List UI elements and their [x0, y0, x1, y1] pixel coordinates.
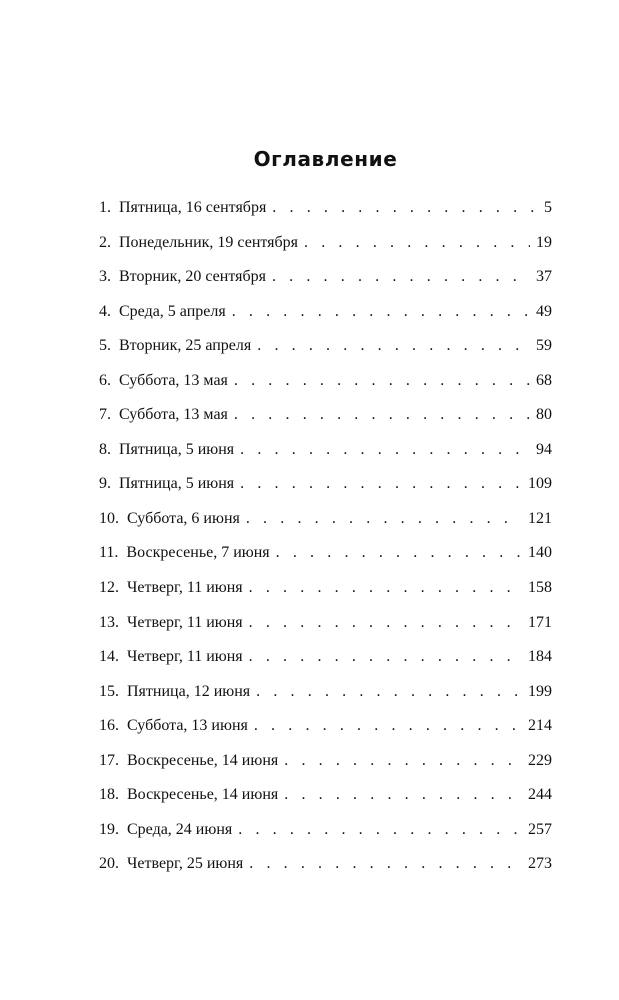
- dot-leader: [249, 642, 522, 672]
- entry-title: Воскресенье, 14 июня: [127, 786, 279, 804]
- toc-entry[interactable]: [99, 711, 552, 746]
- toc-entry[interactable]: [99, 573, 552, 608]
- toc-entry[interactable]: [99, 780, 552, 815]
- dot-leader: [272, 193, 536, 223]
- dot-leader: [304, 228, 530, 258]
- entry-title: Четверг, 11 июня: [127, 613, 243, 631]
- dot-leader: [246, 504, 522, 534]
- dot-leader: [284, 780, 522, 810]
- entry-page-number: 171: [528, 613, 552, 631]
- entry-number: 2.: [99, 233, 111, 251]
- entry-title: Вторник, 20 сентября: [119, 268, 266, 286]
- entry-title: Среда, 5 апреля: [119, 302, 226, 320]
- entry-number: 17.: [99, 751, 119, 769]
- entry-number: 7.: [99, 406, 111, 424]
- dot-leader: [249, 849, 522, 879]
- entry-title: Среда, 24 июня: [127, 820, 233, 838]
- entry-page-number: 49: [536, 302, 552, 320]
- dot-leader: [284, 746, 522, 776]
- entry-page-number: 214: [528, 717, 552, 735]
- entry-number: 9.: [99, 475, 111, 493]
- toc-entry[interactable]: [99, 262, 552, 297]
- entry-page-number: 59: [536, 337, 552, 355]
- dot-leader: [234, 400, 530, 430]
- entry-page-number: 140: [528, 544, 552, 562]
- entry-number: 19.: [99, 820, 119, 838]
- toc-entry[interactable]: [99, 435, 552, 470]
- entry-page-number: 5: [544, 199, 552, 216]
- table-of-contents: [99, 193, 552, 884]
- entry-number: 1.: [99, 199, 111, 216]
- dot-leader: [232, 297, 530, 327]
- entry-page-number: 109: [528, 475, 552, 493]
- entry-title: Пятница, 5 июня: [119, 475, 235, 493]
- entry-number: 13.: [99, 613, 119, 631]
- entry-number: 6.: [99, 371, 111, 389]
- dot-leader: [256, 677, 522, 707]
- entry-number: 10.: [99, 509, 119, 527]
- dot-leader: [272, 262, 530, 292]
- entry-title: Суббота, 6 июня: [127, 509, 240, 527]
- entry-title: Пятница, 12 июня: [127, 682, 251, 700]
- entry-title: Суббота, 13 мая: [119, 371, 228, 389]
- entry-number: 3.: [99, 268, 111, 286]
- entry-number: 8.: [99, 440, 111, 458]
- toc-entry[interactable]: [99, 331, 552, 366]
- entry-page-number: 244: [528, 786, 552, 804]
- dot-leader: [257, 331, 530, 361]
- entry-number: 18.: [99, 786, 119, 804]
- toc-entry[interactable]: [99, 469, 552, 504]
- dot-leader: [254, 711, 522, 741]
- toc-entry[interactable]: [99, 815, 552, 850]
- entry-title: Суббота, 13 июня: [127, 717, 248, 735]
- entry-number: 11.: [99, 544, 119, 562]
- dot-leader: [240, 435, 530, 465]
- entry-page-number: 80: [536, 406, 552, 424]
- dot-leader: [238, 815, 522, 845]
- entry-page-number: 37: [536, 268, 552, 286]
- entry-title: Суббота, 13 мая: [119, 406, 228, 424]
- toc-entry[interactable]: [99, 608, 552, 643]
- entry-title: Вторник, 25 апреля: [119, 337, 252, 355]
- dot-leader: [276, 538, 522, 568]
- entry-title: Четверг, 11 июня: [127, 648, 243, 666]
- dot-leader: [249, 608, 522, 638]
- entry-title: Пятница, 16 сентября: [119, 199, 267, 216]
- entry-page-number: 121: [528, 509, 552, 527]
- toc-entry[interactable]: [99, 849, 552, 884]
- toc-entry[interactable]: [99, 193, 552, 228]
- entry-number: 5.: [99, 337, 111, 355]
- entry-page-number: 257: [528, 820, 552, 838]
- entry-title: Пятница, 5 июня: [119, 440, 235, 458]
- entry-number: 20.: [99, 855, 119, 873]
- toc-entry[interactable]: [99, 538, 552, 573]
- dot-leader: [234, 366, 530, 396]
- entry-page-number: 229: [528, 751, 552, 769]
- entry-number: 15.: [99, 682, 119, 700]
- dot-leader: [240, 469, 522, 499]
- page-title: Оглавление: [253, 147, 398, 172]
- entry-page-number: 199: [528, 682, 552, 700]
- toc-entry[interactable]: [99, 228, 552, 263]
- entry-page-number: 94: [536, 440, 552, 458]
- entry-title: Четверг, 25 июня: [127, 855, 244, 873]
- entry-number: 16.: [99, 717, 119, 735]
- entry-title: Воскресенье, 14 июня: [127, 751, 279, 769]
- entry-page-number: 68: [536, 371, 552, 389]
- toc-entry[interactable]: [99, 400, 552, 435]
- entry-page-number: 273: [528, 855, 552, 873]
- toc-entry[interactable]: [99, 504, 552, 539]
- entry-title: Четверг, 11 июня: [127, 579, 243, 597]
- toc-entry[interactable]: [99, 366, 552, 401]
- toc-entry[interactable]: [99, 746, 552, 781]
- entry-page-number: 158: [528, 579, 552, 597]
- toc-entry[interactable]: [99, 297, 552, 332]
- entry-title: Воскресенье, 7 июня: [126, 544, 270, 562]
- dot-leader: [249, 573, 522, 603]
- entry-page-number: 184: [528, 648, 552, 666]
- entry-number: 12.: [99, 579, 119, 597]
- entry-number: 4.: [99, 302, 111, 320]
- entry-number: 14.: [99, 648, 119, 666]
- toc-entry[interactable]: [99, 677, 552, 712]
- entry-page-number: 19: [536, 233, 552, 251]
- entry-title: Понедельник, 19 сентября: [119, 233, 299, 251]
- toc-entry[interactable]: [99, 642, 552, 677]
